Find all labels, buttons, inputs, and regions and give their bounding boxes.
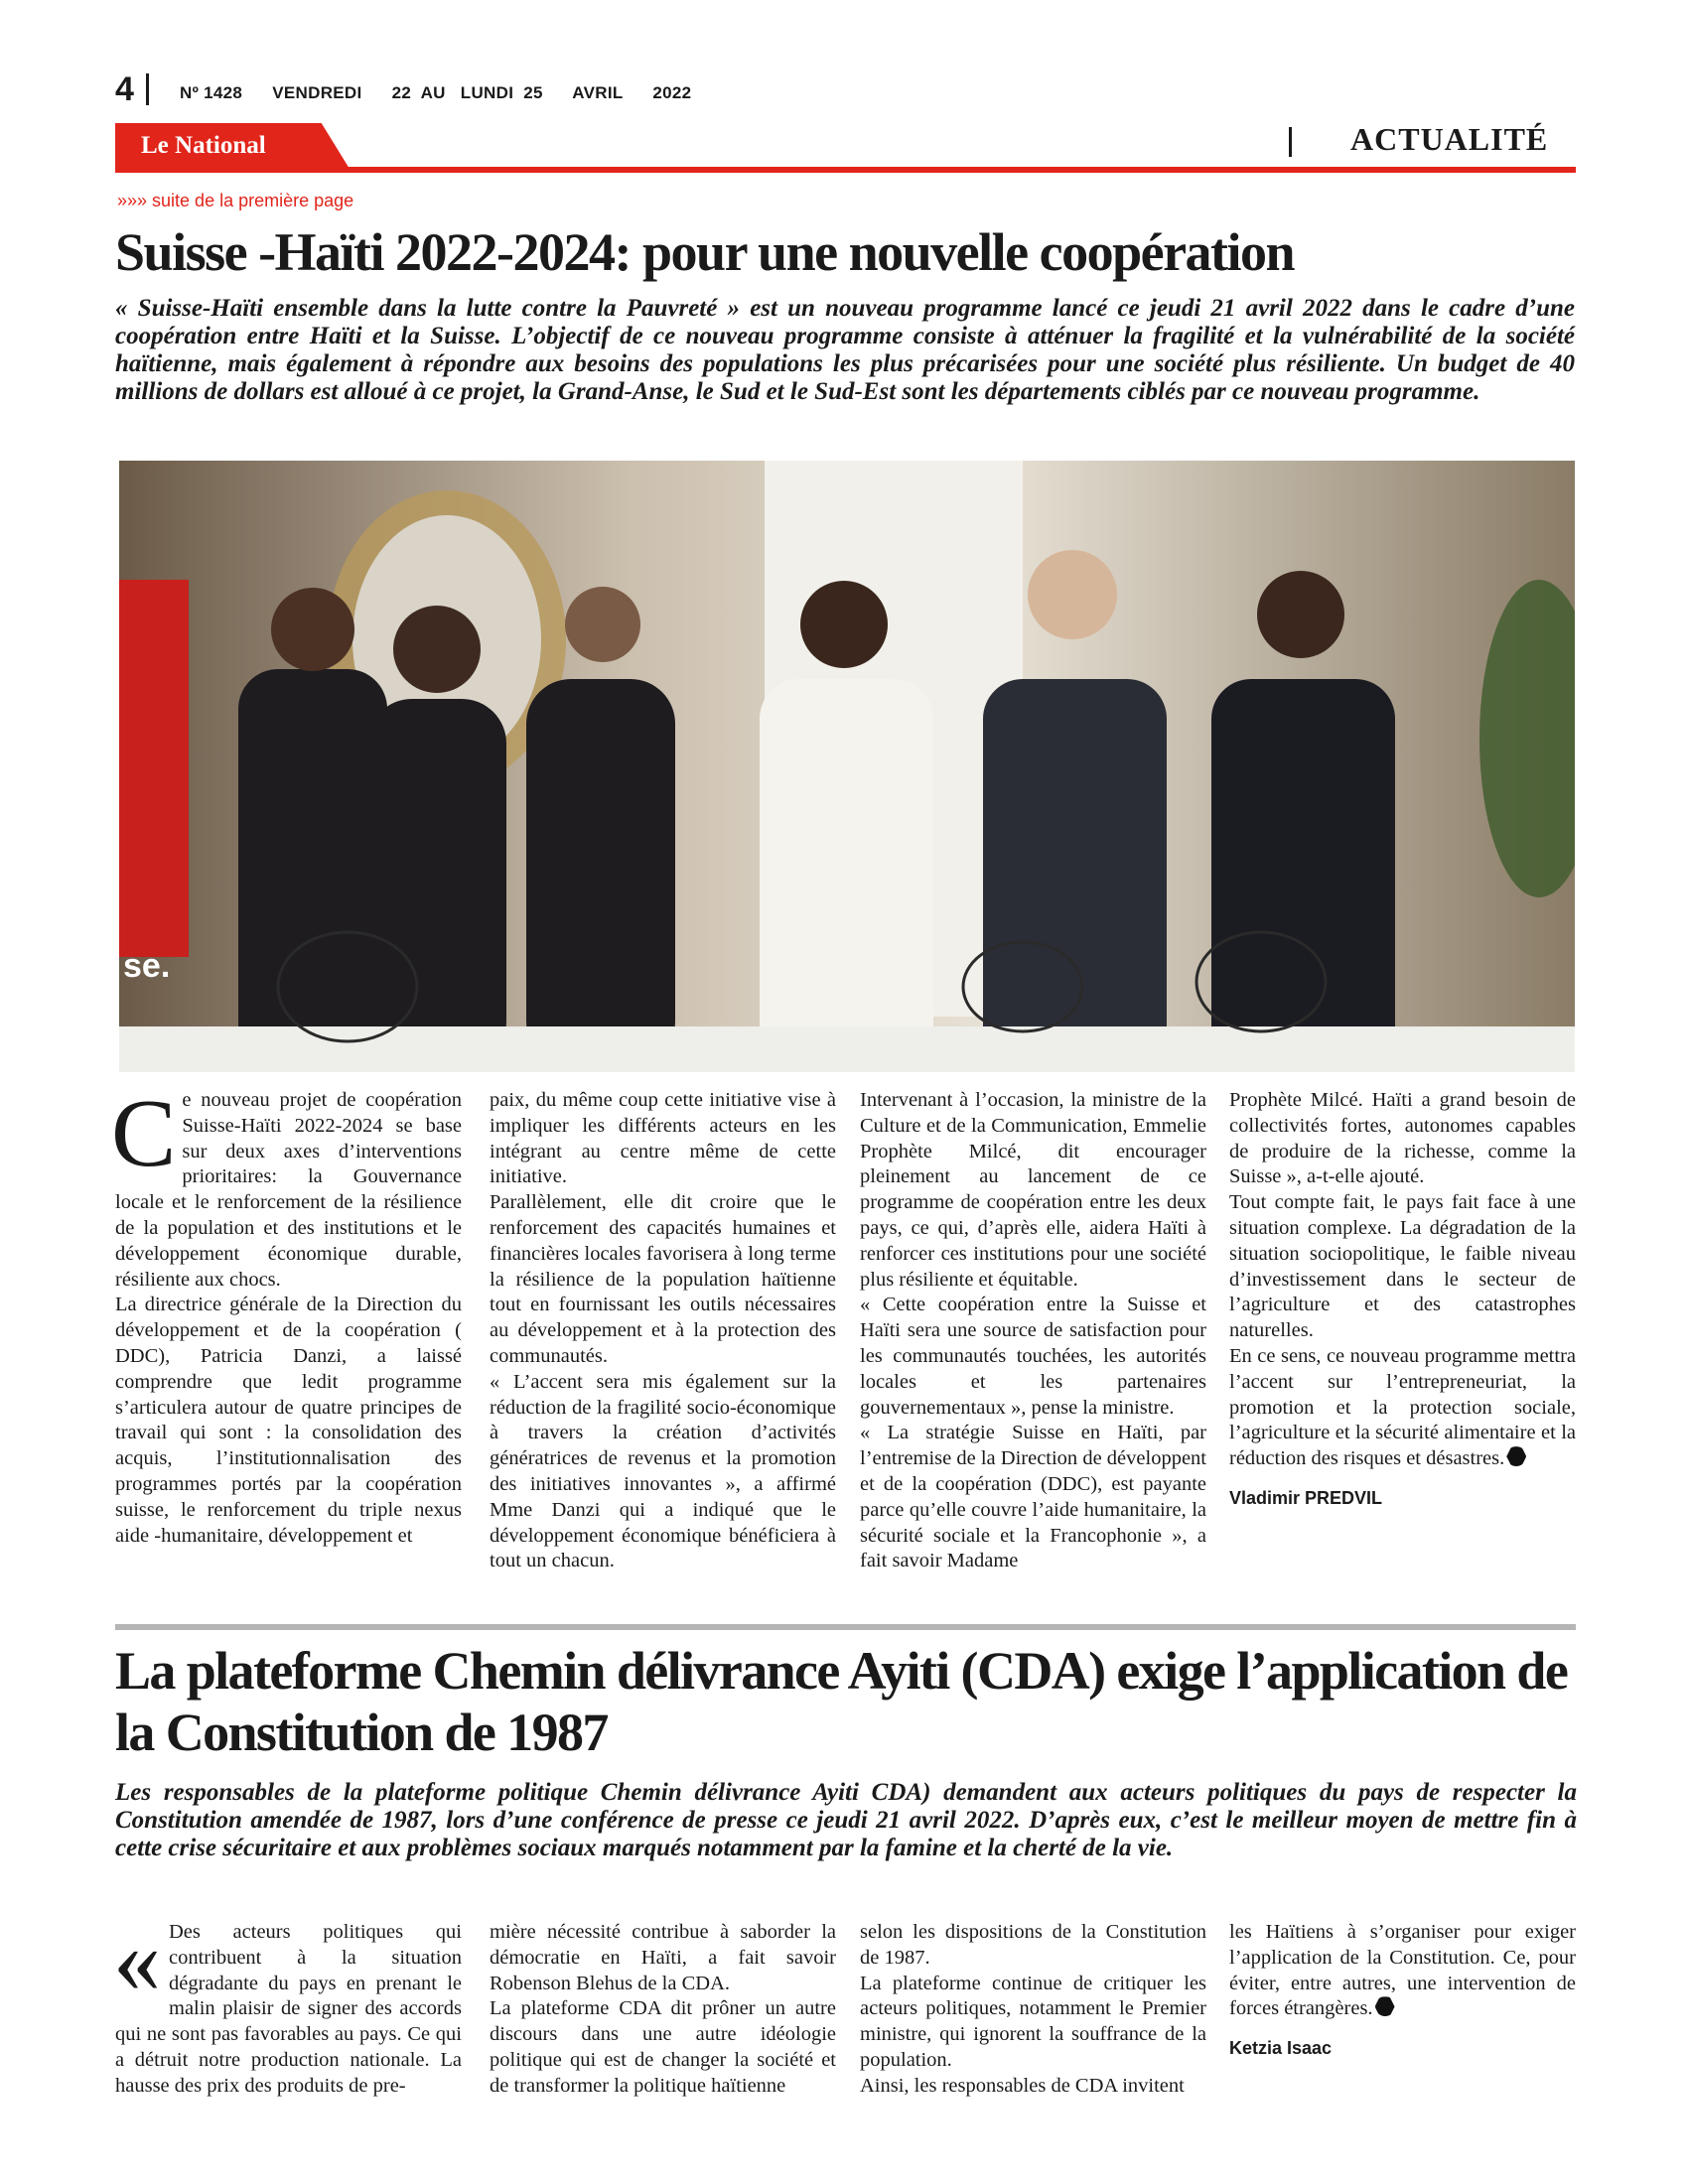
article2-column-4: [1229, 1920, 1576, 2062]
paragraph: mière nécessité contribue à saborder la démocratie en Haïti, a fait savoir Robenson Blehus de la CDA.: [490, 1921, 836, 1994]
paragraph: e nouveau projet de coopération Suisse-Haïti 2022-2024 se base sur deux axes d’interventions prioritaires: la Gouvernance locale et le renforcement de la résilience de la population et des institutions et le développement économique durable, résiliente aux chocs.: [115, 1089, 462, 1291]
article2-lead: Les responsables de la plateforme politique Chemin délivrance Ayiti CDA) demandent aux acteurs politiques du pays de respecter la Constitution amendée de 1987, lors d’une conférence de presse ce jeudi 21 avril 2022. D’après eux, c’est le meilleur moyen de mettre fin à cette crise sécuritaire et aux problèmes sociaux marqués notamment par la famine et la cherté de la vie.: [115, 1779, 1577, 1861]
paragraph: Parallèlement, elle dit croire que le renforcement des capacités humaines et financières locales favorisera à long terme la résilience de la population haïtienne tout en fournissant les outils nécessaires au développement et à la protection des communautés.: [490, 1191, 836, 1367]
paragraph: Des acteurs politiques qui contribuent à la situation dégradante du pays en prenant le malin plaisir de signer des accords qui ne sont pas favorables au pays. Ce qui a détruit notre production nationale. La hausse des prix des produits de pre-: [115, 1921, 462, 2097]
paragraph: Prophète Milcé. Haïti a grand besoin de collectivités fortes, autonomes capables de produire de la richesse, comme la Suisse », a-t-elle ajouté.: [1229, 1089, 1576, 1188]
article1-column-4: [1229, 1088, 1576, 1512]
article1-photo: [119, 461, 1575, 1072]
article2-byline: Ketzia Isaac: [1229, 2038, 1333, 2059]
paragraph: Intervenant à l’occasion, la ministre de la Culture et de la Communication, Emmelie Prophète Milcé, dit encourager pleinement au lancement de ce programme de coopération entre les deux pays, ce qui, d’après elle, aidera Haïti à renforcer ces institutions pour une société plus résiliente et équitable.: [860, 1089, 1206, 1291]
paragraph-text: En ce sens, ce nouveau programme mettra l’accent sur l’entrepreneuriat, la promotion et la protection sociale, l’agriculture et la sécurité alimentaire et la réduction des risques et désastres.: [1229, 1344, 1576, 1470]
article-divider: [115, 1624, 1576, 1630]
continued-note: »»» suite de la première page: [117, 191, 354, 210]
article2-column-1: [113, 1906, 462, 2100]
paragraph: [1229, 1344, 1576, 1472]
article1-lead: « Suisse-Haïti ensemble dans la lutte contre la Pauvreté » est un nouveau programme lancé ce jeudi 21 avril 2022 dans le cadre d’une coopération entre Haïti et la Suisse. L’objectif de ce nouveau programme consiste à atténuer la fragilité et la vulnérabilité de la société haïtienne, mais également à répondre aux besoins des populations les plus précarisées pour une société plus résiliente. Un budget de 40 millions de dollars est alloué à ce projet, la Grand-Anse, le Sud et le Sud-Est sont les départements ciblés par ce nouveau programme.: [115, 295, 1575, 405]
article1-column-3: [860, 1088, 1206, 1574]
article1-headline: Suisse -Haïti 2022-2024: pour une nouvelle coopération: [115, 222, 1295, 282]
paragraph-text: les Haïtiens à s’organiser pour exiger l’application de la Constitution. Ce, pour éviter, entre autres, une intervention de forces étrangères.: [1229, 1921, 1576, 2020]
page-number: 4: [115, 70, 134, 108]
drop-cap: C: [111, 1080, 177, 1187]
paragraph: Ainsi, les responsables de CDA invitent: [860, 2074, 1185, 2097]
section-divider: [1289, 127, 1292, 157]
paragraph: La plateforme CDA dit prôner un autre discours dans une autre idéologie politique qui est de changer la société et de transformer la politique haïtienne: [490, 1997, 836, 2097]
paragraph: selon les dispositions de la Constitution de 1987.: [860, 1921, 1206, 1969]
paragraph: « La stratégie Suisse en Haïti, par l’entremise de la Direction de développent et de la coopération (DDC), est payante parce qu’elle couvre l’aide humanitaire, la sécurité sociale et la Francophonie », a fait savoir Madame: [860, 1422, 1206, 1572]
end-mark-icon: [1375, 1996, 1395, 2016]
photo-sign-text: se.: [123, 947, 171, 985]
folio-divider: [146, 73, 149, 105]
issue-dateline: Nº 1428 VENDREDI 22 AU LUNDI 25 AVRIL 2022: [180, 83, 692, 102]
group-photo-illustration: [119, 461, 1575, 1072]
paragraph: paix, du même coup cette initiative vise à impliquer les différents acteurs en les intégrant au centre même de cette initiative.: [490, 1089, 836, 1188]
article1-byline: Vladimir PREDVIL: [1229, 1487, 1383, 1508]
paragraph: Tout compte fait, le pays fait face à une situation complexe. La dégradation de la situation sociopolitique, le faible niveau d’investissement dans le secteur de l’agriculture et des catastrophes naturelles.: [1229, 1191, 1576, 1342]
paragraph: La directrice générale de la Direction du développement et de la coopération ( DDC), Patricia Danzi, a laissé comprendre que ledit programme s’articulera autour de quatre principes de travail qui sont : la consolidation des acquis, l’institutionnalisation des programmes portés par la coopération suisse, le renforcement du triple nexus aide -humanitaire, développement et: [115, 1294, 462, 1547]
paragraph: « L’accent sera mis également sur la réduction de la fragilité socio-économique à travers la création d’activités génératrices de revenus et la promotion des initiatives innovantes », a affirmé Mme Danzi qui a indiqué que le développement économique bénéficiera à tout un chacun.: [490, 1370, 836, 1572]
newspaper-logo: Le National: [141, 132, 266, 159]
section-name: ACTUALITÉ: [1350, 121, 1549, 157]
opening-quote-mark: «: [113, 1906, 161, 2012]
article2-column-2: [490, 1920, 836, 2100]
paragraph: La plateforme continue de critiquer les acteurs politiques, notamment le Premier ministre, qui ignorent la souffrance de la population.: [860, 1972, 1206, 2071]
paragraph: « Cette coopération entre la Suisse et Haïti sera une source de satisfaction pour les communautés touchées, les autorités locales et les partenaires gouvernementaux », pense la ministre.: [860, 1294, 1206, 1419]
end-mark-icon: [1506, 1446, 1526, 1466]
article2-headline: La plateforme Chemin délivrance Ayiti (CDA) exige l’application de la Constitution de 1987: [115, 1641, 1568, 1762]
header-rule: [115, 167, 1576, 173]
article2-column-3: [860, 1920, 1206, 2100]
article1-column-2: [490, 1088, 836, 1574]
paragraph: [1229, 1920, 1576, 2022]
article1-column-1: [111, 1080, 462, 1549]
